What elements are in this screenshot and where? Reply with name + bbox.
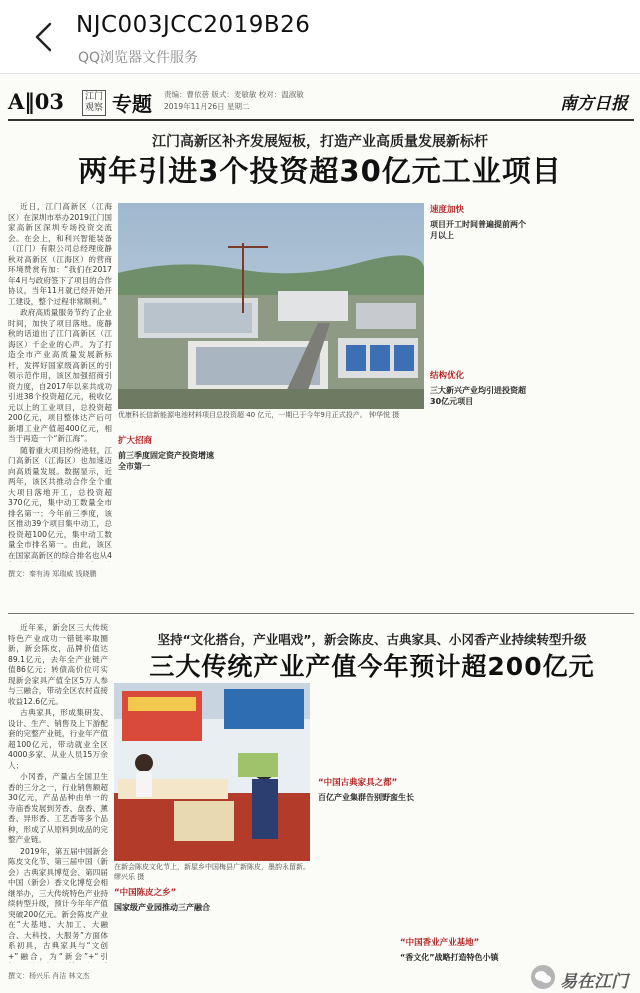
story-divider	[8, 613, 634, 614]
story1-photo-caption-box	[118, 410, 424, 420]
story1-subhead: 速度加快	[430, 205, 465, 215]
section-name: 专题	[112, 92, 152, 116]
story2-photo-caption-box	[114, 862, 310, 882]
story2-paragraph: 2019年，第五届中国新会陈皮文化节、第三届中国（新会）古典家具博览会、第四届中国（新会）香文化博览会相继举办，三大传统特色产业持续转型升级，预计今年年产值突破200亿元。新会陈皮产业在“大基地、大加工、大融合、大科技、大服务”方面体系初具，古典家具与“文创+”融合，为“新会”+“引	[8, 846, 108, 961]
page-meta: 责编：曹依蓓 版式：麦敏敏 校对：温淑敏 2019年11月26日 星期二	[164, 90, 304, 111]
story2-paragraph: 小冈香，产量占全国卫生香的三分之一，行业销售额超30亿元，产品品种由单一的寺庙香发展到芳香、盘香、薰香、异形香、工艺香等多个品种，形成了从原料到成品的完整产业链。	[8, 772, 108, 844]
story2-subhead-box	[318, 775, 430, 815]
story2-subhead-detail: 百亿产业集群告别野蛮生长	[318, 793, 414, 802]
story2-photo	[114, 683, 310, 861]
story2-photo-credit: 缪兴乐 摄	[114, 873, 145, 881]
story1-subhead-detail: 项目开工时间普遍提前两个月以上	[430, 220, 526, 240]
story1-subhead: 扩大招商	[118, 436, 153, 446]
story1-paragraph: 政府高质量服务节约了企业时间，加快了项目落地。庞静秋的话道出了江门高新区（江海区）千企业的心声。为了打造全市产业高质量发展新标杆，发挥好国家级高新区的引领示范作用，该区加强招商引资力度，自2017年以来共成功引进38个投资超亿元，税收亿元以上的工业项目，总投资超 200亿元，项目整体达产后可新增工业产值超400亿元，相当于再造一个“新江海”。	[8, 308, 112, 443]
watermark	[530, 963, 634, 991]
story1-photo-caption: 优康科长信新能源电池材料项目总投资超 40 亿元，一期已于今年9月正式投产。	[118, 411, 367, 419]
page-number: A‖03	[8, 89, 65, 114]
newspaper-page[interactable]	[0, 75, 640, 993]
story2-paragraph: 古典家具，形成集研发、设计、生产、销售及上下游配套的完整产业链，行业年产值超100亿元，带动就业全区4000多家、从业人员15万余人；	[8, 708, 108, 770]
story2-subhead-detail: “香文化”战略打造特色小镇	[400, 953, 499, 962]
document-title: NJC003JCC2019B26	[76, 12, 311, 38]
story2-subhead: “中国古典家具之都”	[318, 778, 398, 788]
story1-paragraph: 随着重大项目纷纷进驻，江门高新区（江海区）也加速迈向高质量发展。数据显示，近两年，该区共推动合作全个重大项目落地开工，总投资超 370亿元，集中动工数量全市排名第一；今年前三季度，该区推动39个项目集中动工，总投资超100亿元，集中动工数量全市排名第一。由此，该区在国家高新区的综合排名也从4	[8, 445, 112, 560]
festival-booth-image	[114, 683, 310, 861]
app-bar	[0, 0, 640, 74]
story1-subhead-detail: 前三季度固定资产投资增速全市第一	[118, 451, 214, 471]
story2-lead: 近年来，新会区三大传统特色产业成功一错链率取圈新，新会陈皮，品牌价值达89.1亿元，去年全产业链产值86亿元；转债高价位可实现新会家具产值全区5万人参与三融合，带动全区农村直接收益12.6亿元。	[8, 623, 108, 706]
story1-lead: 近日，江门高新区（江海区）在深圳市举办2019江门国家高新区深圳专场投资交流会。在会上，和利兴智能装备（江门）有限公司总经理庞静秋对高新区（江海区）的营商环境赞赏有加：“我们在2017年4月与政府签下了项目的合作协议，当年11月就已经开始开工建设，整个过程非常顺利。”	[8, 202, 112, 306]
back-button[interactable]	[28, 20, 62, 54]
story1-column-3	[430, 202, 526, 602]
story1-photo	[118, 203, 424, 409]
story2-headline: 三大传统产业产值今年预计超200亿元	[149, 652, 595, 681]
story2-subhead-box	[114, 885, 310, 925]
story1-subhead-detail: 三大新兴产业均引进投资超30亿元项目	[430, 386, 526, 406]
story1-byline-box	[8, 565, 112, 585]
story2-kicker: 坚持“文化搭台，产业唱戏”，新会陈皮、古典家具、小冈香产业持续转型升级	[157, 632, 587, 647]
story2-byline-box	[8, 967, 108, 987]
story1-subhead: 结构优化	[430, 371, 465, 381]
story2-photo-caption: 在新会陈皮文化节上，新屋乡中国梅县广新陈皮，墨韵永留新。	[114, 863, 310, 871]
story1-headline: 两年引进3个投资超30亿元工业项目	[78, 154, 562, 188]
story2-subhead: “中国陈皮之乡”	[114, 888, 177, 898]
story2-lead-column	[8, 623, 108, 963]
column-tag: 江门观察	[82, 90, 106, 116]
story2-byline: 撰文：杨兴乐 肖洁 林文杰	[8, 972, 90, 980]
industrial-park-image	[118, 203, 424, 409]
chevron-left-icon	[28, 20, 62, 54]
story1-kicker: 江门高新区补齐发展短板，打造产业高质量发展新标杆	[152, 134, 488, 150]
watermark-text: 易在江门	[560, 972, 628, 992]
section-header	[8, 85, 634, 121]
document-subtitle: QQ浏览器文件服务	[78, 50, 199, 66]
masthead: 南方日报	[560, 94, 628, 114]
story1-byline: 撰文：秦有涛 郑瑞威 钱晓鹏	[8, 570, 97, 578]
story1-lead-column	[8, 202, 112, 562]
story2-subhead-detail: 国家级产业园推动三产融合	[114, 903, 210, 912]
story1-photo-credit: 钟华悦 摄	[369, 411, 400, 419]
story1-column-sub	[118, 433, 214, 473]
story2-subhead: “中国香业产业基地”	[400, 938, 480, 948]
wechat-logo-icon	[530, 964, 556, 990]
story2-subhead-box	[400, 935, 512, 975]
